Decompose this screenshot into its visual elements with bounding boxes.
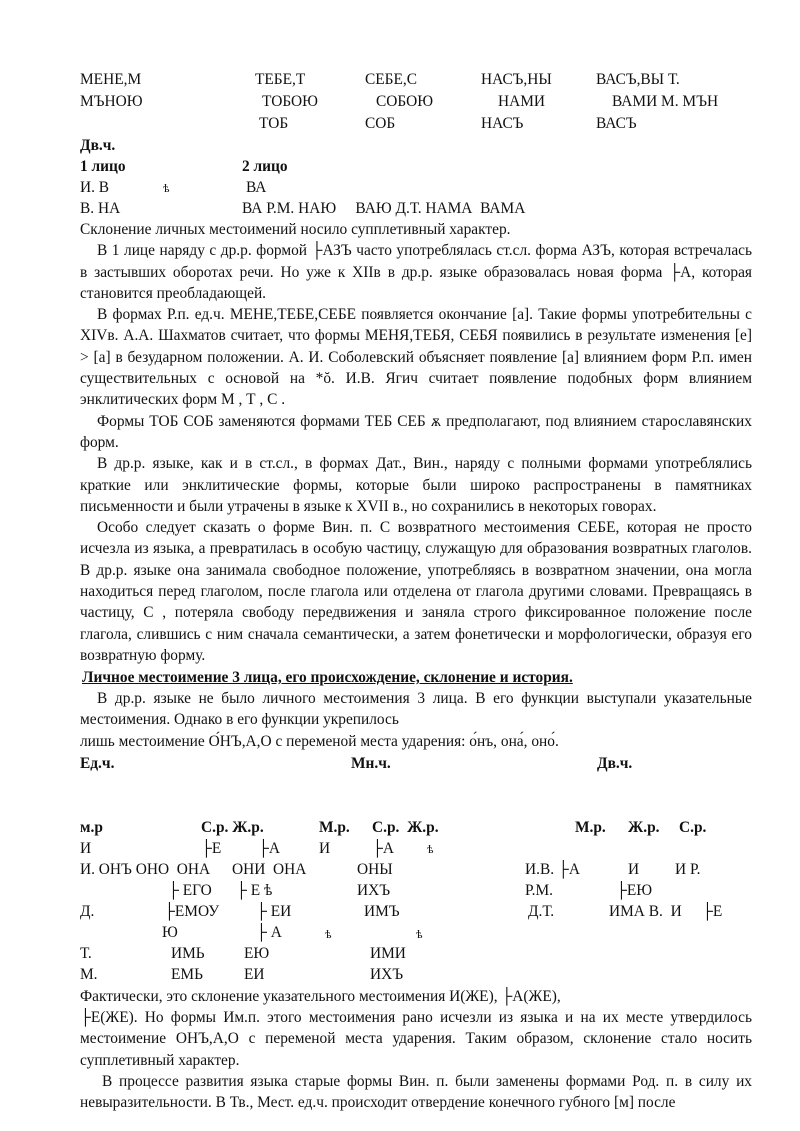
table-cell: НАМИ xyxy=(498,93,546,110)
table-cell: ОНЫ xyxy=(357,861,393,878)
table-cell: ТОБОЮ xyxy=(262,93,318,110)
table-cell: ОНИ ОНА xyxy=(232,861,307,878)
paragraph: В 1 лице наряду с др.р. формой ├АЗЪ часто употреблялась ст.сл. форма АЗЪ, которая встречалась в застывших оборотах речи. Но уже к XIIв в др.р. языке образовалась новая форма ├А, которая становится преобладающей. xyxy=(80,242,752,302)
column-header: 1 лицо xyxy=(80,158,126,175)
table-cell: В. НА xyxy=(80,200,121,217)
table-cell: И. ОНЪ ОНО ОНА xyxy=(80,861,211,878)
table-cell: И xyxy=(80,840,92,857)
table-cell: ИМЬ xyxy=(171,945,205,962)
table-cell: Ю xyxy=(162,924,178,941)
column-header: Ж.р. xyxy=(628,819,660,836)
paragraph: В др.р. языке, как и в ст.сл., в формах Дат., Вин., наряду с полными формами употреблялись краткие или энклитические формы, которые были широко распространены в памятниках письменности и были утрачены в языке к XVII в., но сохранились в некоторых говорах. xyxy=(80,455,752,515)
table-cell: ИМА В. И xyxy=(609,903,682,920)
body-text xyxy=(80,688,752,731)
table-cell: ├Е xyxy=(702,903,723,920)
column-header: М.р. xyxy=(319,819,350,836)
table-cell: ѣ xyxy=(416,927,423,941)
table-cell: МЕНЕ,М xyxy=(80,71,142,88)
table-cell: ├А xyxy=(372,840,395,857)
table-cell: ВАМИ М. МЪН xyxy=(612,93,719,110)
table-cell: НАСЪ,НЫ xyxy=(481,71,552,88)
table-cell: ТОБ xyxy=(259,115,289,132)
column-header: С.р. Ж.р. xyxy=(372,819,439,836)
paragraph: Склонение личных местоимений носило супплетивный характер. xyxy=(80,221,511,238)
table-cell: ТЕБЕ,Т xyxy=(255,71,306,88)
table-cell: ѣ xyxy=(163,181,170,195)
table-cell: МЪНОЮ xyxy=(80,93,143,110)
column-header: 2 лицо xyxy=(242,158,288,175)
table-cell: ЕМЬ xyxy=(171,966,203,983)
table-cell: ИМИ xyxy=(370,945,406,962)
paragraph: лишь местоимение О́НЪ,А,О с переменой места ударения: о́нъ, она́, оно́. xyxy=(80,733,559,750)
paragraph: В процессе развития языка старые формы Вин. п. были заменены формами Род. п. в силу их невыразительности. В Тв., Мест. ед.ч. происходит отвердение конечного губного [м] после xyxy=(80,1072,752,1112)
table-cell: ѣ xyxy=(427,842,434,856)
table-cell: Д.Т. xyxy=(528,903,555,920)
table-cell: ВАСЪ,ВЫ Т. xyxy=(596,71,680,88)
table-cell: СЕБЕ,С xyxy=(365,71,418,88)
section-heading: Личное местоимение 3 лица, его происхождение, склонение и история. xyxy=(82,669,573,686)
table-cell: ├ ЕГО xyxy=(168,882,212,899)
paragraph: Фактически, это склонение указательного местоимения И(ЖЕ), ├А(ЖЕ), xyxy=(80,988,561,1005)
table-cell: НАСЪ xyxy=(481,115,524,132)
body-text xyxy=(80,1007,752,1113)
column-header: М.р. xyxy=(575,819,606,836)
section-heading: Дв.ч. xyxy=(80,137,116,154)
column-header: С.р. xyxy=(679,819,707,836)
paragraph: В др.р. языке не было личного местоимения 3 лица. В его функции выступали указательные местоимения. Однако в его функции укрепилось xyxy=(80,690,752,729)
table-cell: ВА xyxy=(246,179,267,196)
table-cell: ѣ xyxy=(325,927,332,941)
table-cell: Т. xyxy=(80,945,92,962)
table-cell: ├А xyxy=(258,840,281,857)
table-cell: Д. xyxy=(80,903,95,920)
table-cell: Р.М. xyxy=(525,882,554,899)
table-cell: СОБ xyxy=(365,115,396,132)
table-cell: ├ЕЮ xyxy=(616,882,653,899)
table-cell: ЕЮ xyxy=(244,945,270,962)
table-cell: ├Е xyxy=(201,840,222,857)
body-text xyxy=(80,219,752,666)
table-cell: ВА Р.М. НАЮ ВАЮ Д.Т. НАМА ВАМА xyxy=(242,200,526,217)
table-cell: СОБОЮ xyxy=(376,93,434,110)
table-cell: И xyxy=(319,840,331,857)
table-cell: ИХЪ xyxy=(370,966,404,983)
paragraph: В формах Р.п. ед.ч. МЕНЕ,ТЕБЕ,СЕБЕ появляется окончание [а]. Такие формы употребительны с XIVв. А.А. Шахматов считает, что формы МЕНЯ,ТЕБЯ, СЕБЯ появились в результате изменения [е] > [а] в безударном положении. А. И. Соболевский объясняет появление [а] влиянием форм Р.п. имен существительных с основой на *ŏ. И.В. Ягич считает появление подобных форм влиянием энклитических форм М , Т , С . xyxy=(80,306,752,409)
column-header: Ед.ч. xyxy=(80,755,115,772)
paragraph: Формы ТОБ СОБ заменяются формами ТЕБ СЕБ ѫ предполагают, под влиянием старославянских форм. xyxy=(80,412,752,451)
table-cell: М. xyxy=(80,966,98,983)
table-cell: ИХЪ xyxy=(357,882,391,899)
table-cell: И Р. xyxy=(675,861,701,878)
column-header: С.р. Ж.р. xyxy=(201,819,264,836)
table-cell: И.В. ├А xyxy=(525,861,580,878)
table-cell: И. В xyxy=(80,179,110,196)
table-cell: И xyxy=(628,861,640,878)
table-cell: ВАСЪ xyxy=(596,115,637,132)
table-cell: ├ А xyxy=(256,924,282,941)
table-cell: ├ Е ѣ xyxy=(236,882,273,899)
column-header: м.р xyxy=(80,819,103,836)
paragraph: ├Е(ЖЕ). Но формы Им.п. этого местоимения рано исчезли из языка и на их месте утвердилось местоимение ОНЪ,А,О с переменой места ударения. Таким образом, склонение стало носить супплетивный характер. xyxy=(80,1009,752,1069)
table-cell: ├ ЕИ xyxy=(256,903,292,920)
table-cell: ИМЪ xyxy=(364,903,400,920)
column-header: Мн.ч. xyxy=(351,755,391,772)
paragraph: Особо следует сказать о форме Вин. п. С возвратного местоимения СЕБЕ, которая не просто исчезла из языка, а превратилась в особую частицу, служащую для образования возвратных глаголов. В др.р. языке она занимала свободное положение, употребляясь в возвратном значении, она могла находиться перед глаголом, после глагола или отделена от глагола другими словами. Превращаясь в частицу, С , потеряла свободу передвижения и заняла строго фиксированное положение после глагола, слившись с ним сначала семантически, а затем фонетически и морфологически, образуя его возвратную форму. xyxy=(80,519,752,664)
column-header: Дв.ч. xyxy=(597,755,633,772)
table-cell: ЕИ xyxy=(244,966,265,983)
table-cell: ├ЕМОУ xyxy=(164,903,220,920)
